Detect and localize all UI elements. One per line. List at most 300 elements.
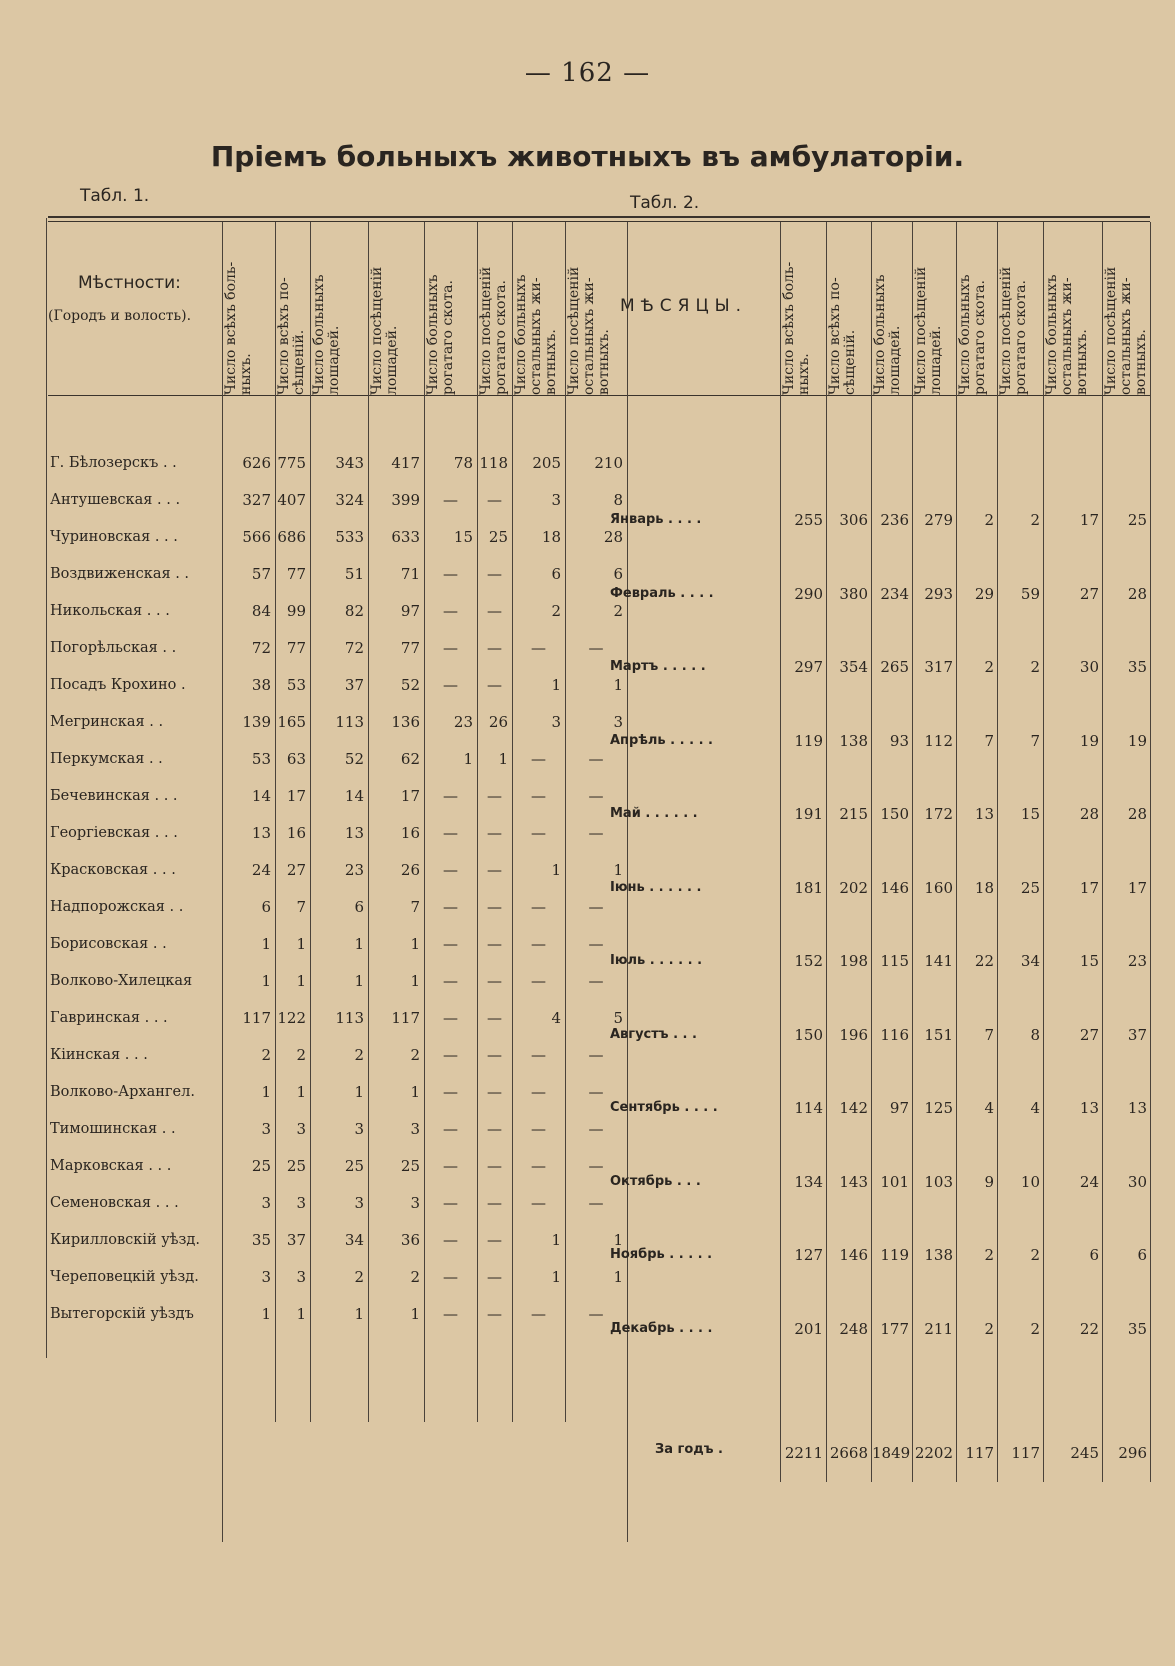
locality-name: Чуриновская . . . [50, 529, 178, 545]
table-cell: 72 [344, 639, 364, 657]
table-cell: 30 [1127, 1172, 1147, 1191]
table-cell: 114 [794, 1099, 823, 1117]
table-cell: 1 [551, 861, 561, 879]
table-cell: 25 [344, 1157, 364, 1175]
table-cell: 633 [391, 528, 420, 546]
table-cell: 1 [354, 935, 364, 953]
table-cell: 17 [400, 787, 420, 805]
table-cell: 2 [410, 1268, 420, 1286]
table-cell: 13 [1079, 1099, 1099, 1117]
locality-name: Погорѣльская . . [50, 640, 177, 656]
column-header: Число больныхъ остальныхъ жи- вотныхъ. [513, 274, 559, 395]
top-rule-thin [48, 221, 1150, 222]
table-row [0, 508, 1175, 532]
table-cell: 18 [541, 528, 561, 546]
table-cell: 4 [551, 1009, 561, 1027]
table-cell: — [531, 639, 546, 657]
table-cell: 35 [1127, 658, 1147, 676]
table-cell: 15 [1020, 805, 1040, 823]
month-name: Февраль . . . . [610, 585, 714, 601]
table-row [0, 451, 630, 475]
locality-name: Кирилловскій уѣзд. [50, 1232, 200, 1248]
table-cell: 279 [924, 511, 953, 529]
table-cell: 1 [498, 750, 508, 768]
table-cell: — [443, 565, 458, 583]
column-header: Число посѣщеній рогатаго скота. [478, 266, 509, 395]
total-cell: 2211 [784, 1444, 823, 1462]
table2-column-rule [871, 222, 872, 1482]
table-cell: 16 [286, 824, 306, 842]
table-cell: 290 [794, 584, 823, 603]
table-cell: 2 [1030, 1319, 1040, 1338]
table-row [0, 1243, 1175, 1267]
table-cell: 52 [344, 750, 364, 768]
table-cell: 34 [1020, 952, 1040, 970]
table-cell: 211 [924, 1319, 953, 1338]
table-cell: — [443, 1268, 458, 1286]
table-cell: — [588, 972, 604, 990]
table-row [0, 876, 1175, 900]
table-cell: 324 [335, 491, 364, 509]
table-cell: 198 [839, 952, 868, 970]
locality-name: Тимошинская . . [50, 1121, 176, 1137]
table-cell: 115 [880, 952, 909, 970]
table-cell: 1 [261, 1305, 271, 1323]
table-cell: 2 [984, 1319, 994, 1338]
table-cell: 93 [889, 731, 909, 750]
table2-header-title: МѢСЯЦЫ. [620, 296, 748, 316]
table-cell: 191 [794, 805, 823, 823]
table-cell: 3 [261, 1268, 271, 1286]
month-name: Мартъ . . . . . [610, 659, 706, 674]
table-cell: 205 [532, 454, 561, 472]
table-cell: — [487, 639, 502, 657]
table-cell: 152 [794, 952, 823, 970]
column-header: Число посѣщеній остальныхъ жи- вотныхъ. [566, 266, 612, 395]
table-cell: 1 [261, 1083, 271, 1101]
table2-column-rule [956, 222, 957, 1482]
table-cell: — [531, 935, 546, 953]
table-cell: — [443, 1157, 458, 1175]
table-cell: — [588, 639, 604, 657]
table-cell: — [443, 1194, 458, 1212]
table-cell: 28 [603, 528, 623, 546]
table-row [0, 1191, 630, 1215]
table-cell: — [487, 861, 502, 879]
table-cell: — [487, 1120, 502, 1138]
locality-name: Вытегорскій уѣздъ [50, 1306, 194, 1322]
table-cell: 7 [984, 731, 994, 750]
locality-name: Череповецкій уѣзд. [50, 1269, 199, 1285]
table-cell: — [443, 1231, 458, 1249]
table-cell: 8 [1030, 1025, 1040, 1044]
table-row [0, 1265, 630, 1289]
table-cell: — [531, 824, 546, 842]
table-cell: 1 [551, 676, 561, 694]
table-cell: 26 [488, 713, 508, 731]
header-rule [48, 395, 1150, 396]
column-header: Число посѣщеній рогатаго скота. [998, 266, 1029, 395]
column-header: Число посѣщеній лошадей. [369, 266, 400, 395]
table-cell: 17 [1079, 878, 1099, 897]
table-cell: — [531, 898, 546, 916]
table-cell: 354 [839, 658, 868, 676]
table-row [0, 1170, 1175, 1194]
table-cell: 1 [613, 861, 623, 879]
table-cell: — [487, 1231, 502, 1249]
table-cell: — [487, 898, 502, 916]
table-cell: 236 [880, 511, 909, 529]
table-cell: — [487, 1157, 502, 1175]
locality-name: Волково-Хилецкая [50, 973, 193, 989]
table-cell: 17 [1127, 878, 1147, 897]
table-cell: 181 [794, 878, 823, 897]
table-cell: 2 [354, 1268, 364, 1286]
table-cell: 1 [261, 935, 271, 953]
locality-name: Перкумская . . [50, 751, 163, 767]
table-cell: 77 [286, 565, 306, 583]
locality-name: Бечевинская . . . [50, 788, 178, 804]
table-cell: — [487, 491, 502, 509]
table-cell: 3 [410, 1120, 420, 1138]
table-cell: 35 [251, 1231, 271, 1249]
table-cell: 626 [242, 454, 271, 472]
table-cell: — [531, 1194, 546, 1212]
month-name: Октябрь . . . [610, 1173, 701, 1189]
table-cell: 27 [1079, 584, 1099, 603]
table-cell: 27 [1079, 1025, 1099, 1044]
table-cell: 13 [251, 824, 271, 842]
table-cell: — [443, 935, 458, 953]
table-cell: — [487, 1009, 502, 1027]
table-cell: 113 [335, 1009, 364, 1027]
table-cell: 127 [794, 1246, 823, 1264]
table-cell: 27 [286, 861, 306, 879]
table-cell: 138 [924, 1246, 953, 1264]
table-cell: 23 [1127, 952, 1147, 970]
table-cell: 215 [839, 805, 868, 823]
table-cell: 3 [354, 1194, 364, 1212]
table-cell: 35 [1127, 1319, 1147, 1338]
table-cell: 1 [296, 1305, 306, 1323]
table-cell: 1 [613, 1268, 623, 1286]
table-cell: 3 [354, 1120, 364, 1138]
table-cell: 4 [1030, 1099, 1040, 1117]
table-cell: — [588, 1120, 604, 1138]
column-header: Число всѣхъ по- сѣщеній. [276, 277, 307, 395]
table-cell: 24 [1079, 1172, 1099, 1191]
table-cell: — [443, 1046, 458, 1064]
table-cell: 103 [924, 1172, 953, 1191]
table-row [0, 949, 1175, 973]
table-cell: — [487, 565, 502, 583]
column-header: Число посѣщеній лошадей. [913, 266, 944, 395]
column-header: Число всѣхъ боль- ныхъ. [223, 261, 254, 395]
table-cell: 34 [344, 1231, 364, 1249]
table-cell: — [531, 1120, 546, 1138]
locality-name: Воздвиженская . . [50, 566, 190, 582]
locality-name: Георгіевская . . . [50, 825, 178, 841]
table-cell: 2 [984, 511, 994, 529]
table-cell: 37 [1127, 1025, 1147, 1044]
table2-column-rule [912, 222, 913, 1482]
table-cell: — [443, 602, 458, 620]
table-cell: 202 [839, 878, 868, 897]
table2-column-rule [780, 222, 781, 1482]
table-cell: 30 [1079, 658, 1099, 676]
total-cell: 117 [1011, 1444, 1040, 1462]
table-cell: — [443, 676, 458, 694]
table-cell: 136 [391, 713, 420, 731]
table-cell: 3 [261, 1120, 271, 1138]
table-cell: — [588, 750, 604, 768]
table-cell: 775 [277, 454, 306, 472]
page-number: — 162 — [524, 58, 651, 88]
table-cell: 3 [551, 713, 561, 731]
table-cell: — [443, 861, 458, 879]
table-cell: 84 [251, 602, 271, 620]
table-cell: 25 [286, 1157, 306, 1175]
column-header: Число больныхъ лошадей. [311, 274, 342, 395]
table-cell: 4 [984, 1099, 994, 1117]
table-cell: 36 [400, 1231, 420, 1249]
table-cell: 25 [488, 528, 508, 546]
table-cell: 29 [974, 584, 994, 603]
table-cell: 7 [984, 1025, 994, 1044]
table-cell: 13 [974, 805, 994, 823]
table-cell: — [588, 1305, 604, 1323]
table-cell: 6 [613, 565, 623, 583]
table-cell: 160 [924, 878, 953, 897]
table-cell: 28 [1127, 805, 1147, 823]
table-cell: — [588, 787, 604, 805]
table-cell: 1 [296, 935, 306, 953]
table-cell: 3 [261, 1194, 271, 1212]
table-cell: 146 [839, 1246, 868, 1264]
table-cell: — [487, 935, 502, 953]
table-cell: 17 [1079, 511, 1099, 529]
table-cell: 25 [400, 1157, 420, 1175]
table-cell: 141 [924, 952, 953, 970]
table2-total-label: За годъ . [655, 1442, 723, 1457]
table-cell: 22 [974, 952, 994, 970]
locality-name: Мегринская . . [50, 714, 164, 730]
table-cell: — [588, 898, 604, 916]
table-cell: 201 [794, 1319, 823, 1338]
table-cell: 77 [286, 639, 306, 657]
table-cell: 165 [277, 713, 306, 731]
table-cell: — [487, 787, 502, 805]
table-cell: 97 [400, 602, 420, 620]
table-cell: 38 [251, 676, 271, 694]
table-cell: — [531, 1046, 546, 1064]
table-cell: 6 [261, 898, 271, 916]
table-cell: 1 [354, 1305, 364, 1323]
table-cell: 686 [277, 528, 306, 546]
table-cell: 1 [463, 750, 473, 768]
month-name: Сентябрь . . . . [610, 1100, 718, 1115]
table-cell: 2 [261, 1046, 271, 1064]
column-header: Число больныхъ рогатаго скота. [957, 274, 988, 395]
table-cell: — [487, 1083, 502, 1101]
table-cell: 37 [344, 676, 364, 694]
total-cell: 245 [1070, 1444, 1099, 1462]
table-cell: 150 [794, 1025, 823, 1044]
table-cell: 297 [794, 658, 823, 676]
table-cell: 139 [242, 713, 271, 731]
table-cell: 16 [400, 824, 420, 842]
table-cell: 51 [344, 565, 364, 583]
month-name: Августъ . . . [610, 1026, 697, 1042]
table-cell: 1 [354, 1083, 364, 1101]
table-cell: 13 [1127, 1099, 1147, 1117]
table-row [0, 655, 1175, 679]
table-cell: 15 [453, 528, 473, 546]
table-cell: 23 [344, 861, 364, 879]
table-cell: — [588, 935, 604, 953]
table-cell: 533 [335, 528, 364, 546]
table-cell: 119 [794, 731, 823, 750]
locality-name: Семеновская . . . [50, 1195, 179, 1211]
locality-name: Борисовская . . [50, 936, 167, 952]
table-cell: 1 [410, 935, 420, 953]
table-cell: 112 [924, 731, 953, 750]
table-cell: 151 [924, 1025, 953, 1044]
table-cell: — [443, 1009, 458, 1027]
table-cell: 1 [551, 1268, 561, 1286]
table-cell: — [487, 1046, 502, 1064]
table-cell: 1 [551, 1231, 561, 1249]
table-cell: 293 [924, 584, 953, 603]
table-cell: 177 [880, 1319, 909, 1338]
table-cell: 6 [1137, 1246, 1147, 1264]
table-cell: 1 [410, 1305, 420, 1323]
table-cell: 196 [839, 1025, 868, 1044]
column-header: Число всѣхъ боль- ныхъ. [781, 261, 812, 395]
table-cell: 125 [924, 1099, 953, 1117]
table-cell: 9 [984, 1172, 994, 1191]
table-cell: 2 [410, 1046, 420, 1064]
table-cell: 1 [613, 1231, 623, 1249]
table-cell: 6 [551, 565, 561, 583]
table-cell: — [588, 1046, 604, 1064]
table-cell: 119 [880, 1246, 909, 1264]
table-cell: 25 [1020, 878, 1040, 897]
table-cell: — [443, 787, 458, 805]
table-row [0, 802, 1175, 826]
table-cell: 28 [1079, 805, 1099, 823]
month-name: Ноябрь . . . . . [610, 1247, 713, 1262]
total-cell: 2202 [914, 1444, 953, 1462]
table-cell: 306 [839, 511, 868, 529]
table-cell: 3 [410, 1194, 420, 1212]
table-cell: — [531, 1305, 546, 1323]
month-name: Май . . . . . . [610, 806, 698, 821]
month-name: Декабрь . . . . [610, 1320, 713, 1336]
table-cell: 7 [410, 898, 420, 916]
locality-name: Красковская . . . [50, 862, 176, 878]
table-cell: 2 [354, 1046, 364, 1064]
column-header: Число больныхъ остальныхъ жи- вотныхъ. [1044, 274, 1090, 395]
total-cell: 117 [965, 1444, 994, 1462]
table-cell: 150 [880, 805, 909, 823]
table-cell: 14 [251, 787, 271, 805]
table1-label: Табл. 1. [80, 186, 150, 206]
table-cell: — [531, 1157, 546, 1175]
table-cell: 1 [410, 972, 420, 990]
column-header: Число посѣщеній остальныхъ жи- вотныхъ. [1103, 266, 1149, 395]
table-cell: 113 [335, 713, 364, 731]
table-cell: 8 [613, 491, 623, 509]
table-cell: — [443, 972, 458, 990]
table-cell: — [588, 824, 604, 842]
table-cell: 2 [984, 658, 994, 676]
table-cell: 14 [344, 787, 364, 805]
locality-name: Никольская . . . [50, 603, 170, 619]
table-cell: 117 [391, 1009, 420, 1027]
table-cell: 138 [839, 731, 868, 750]
table-cell: 99 [286, 602, 306, 620]
table-cell: — [443, 1305, 458, 1323]
table-cell: 343 [335, 454, 364, 472]
table-row [0, 1317, 1175, 1341]
table-cell: 101 [880, 1172, 909, 1191]
table-cell: — [487, 602, 502, 620]
table-cell: 78 [453, 454, 473, 472]
table2-column-rule [997, 222, 998, 1482]
table-cell: 59 [1020, 584, 1040, 603]
table-cell: 19 [1079, 731, 1099, 750]
table-cell: 37 [286, 1231, 306, 1249]
table-cell: 122 [277, 1009, 306, 1027]
table-cell: 265 [880, 658, 909, 676]
table-cell: 1 [354, 972, 364, 990]
page-title: Пріемъ больныхъ животныхъ въ амбулаторіи. [210, 140, 965, 173]
table-cell: 53 [286, 676, 306, 694]
table-cell: 1 [296, 1083, 306, 1101]
column-header: Число больныхъ рогатаго скота. [425, 274, 456, 395]
table-cell: 134 [794, 1172, 823, 1191]
table-cell: 142 [839, 1099, 868, 1117]
table-cell: — [487, 1305, 502, 1323]
table-cell: 25 [251, 1157, 271, 1175]
table-cell: 248 [839, 1319, 868, 1338]
table-row [0, 1023, 1175, 1047]
table-cell: 2 [984, 1246, 994, 1264]
table-cell: 143 [839, 1172, 868, 1191]
table-cell: 97 [889, 1099, 909, 1117]
table-cell: 23 [453, 713, 473, 731]
table-cell: 13 [344, 824, 364, 842]
table-cell: 380 [839, 584, 868, 603]
table2-column-rule [1043, 222, 1044, 1482]
table-cell: 2 [1030, 511, 1040, 529]
table-cell: — [531, 1083, 546, 1101]
locality-name: Посадъ Крохино . [50, 677, 186, 693]
month-name: Іюнь . . . . . . [610, 879, 702, 895]
table-cell: 407 [277, 491, 306, 509]
table-cell: 3 [551, 491, 561, 509]
table1-header-title: Мѣстности: [78, 273, 181, 293]
table-cell: 6 [1089, 1246, 1099, 1264]
table-cell: 2 [1030, 658, 1040, 676]
table-cell: 18 [974, 878, 994, 897]
table-cell: 62 [400, 750, 420, 768]
table-cell: 566 [242, 528, 271, 546]
locality-name: Надпорожская . . [50, 899, 184, 915]
table-cell: 1 [261, 972, 271, 990]
table-cell: 3 [296, 1194, 306, 1212]
